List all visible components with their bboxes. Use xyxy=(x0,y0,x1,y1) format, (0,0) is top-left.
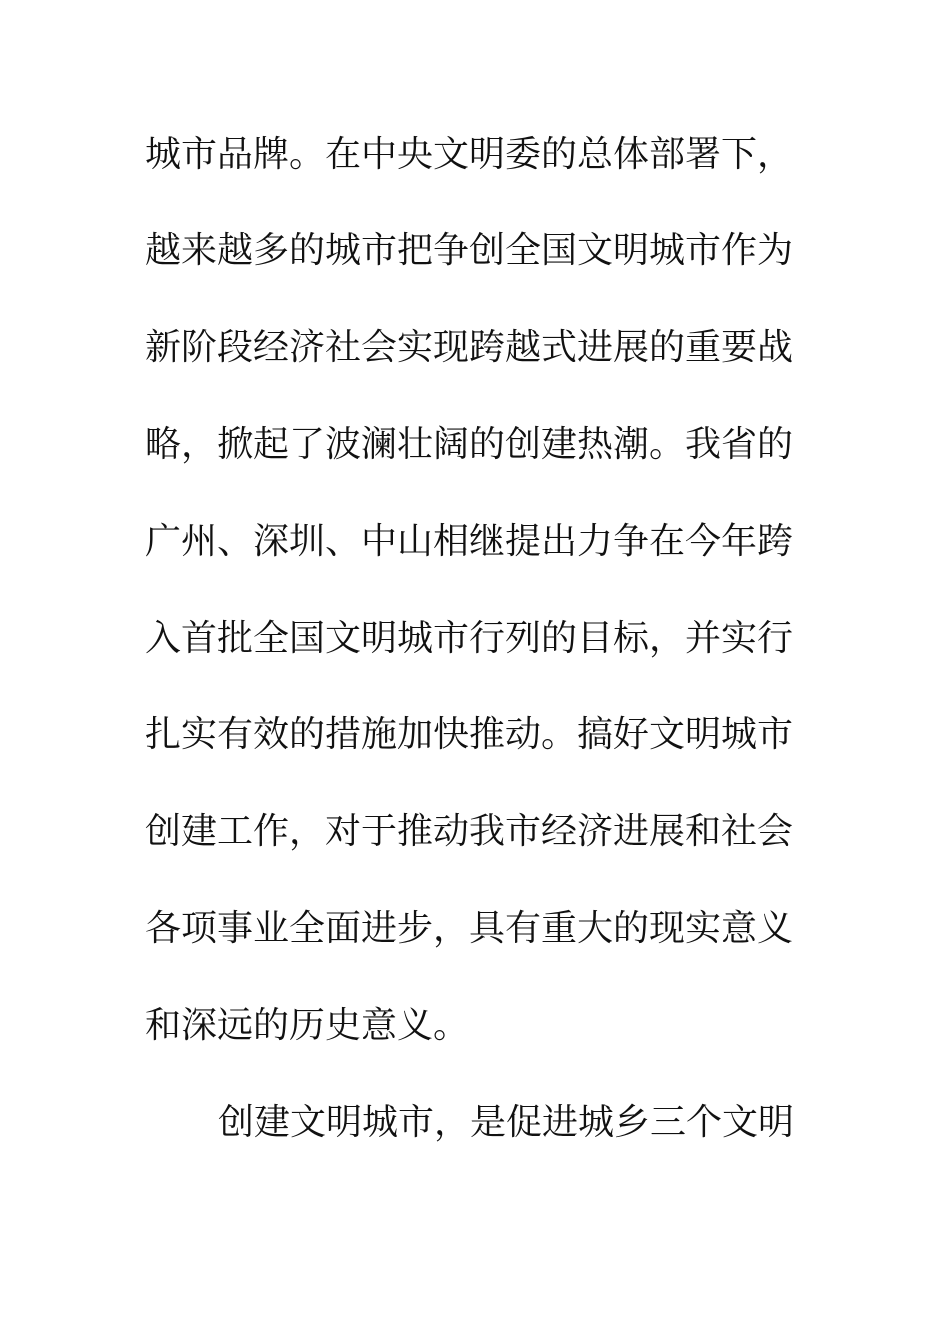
paragraph-line-3: 新阶段经济社会实现跨越式进展的重要战 xyxy=(145,327,794,368)
paragraph-line-6: 入首批全国文明城市行列的目标，并实行 xyxy=(145,618,794,659)
paragraph-line-1: 城市品牌。在中央文明委的总体部署下， xyxy=(145,134,794,175)
paragraph-line-2: 越来越多的城市把争创全国文明城市作为 xyxy=(145,230,794,271)
paragraph-line-9: 各项事业全面进步，具有重大的现实意义 xyxy=(145,908,794,949)
paragraph-line-10: 和深远的历史意义。 xyxy=(145,1005,470,1046)
paragraph-line-4: 略，掀起了波澜壮阔的创建热潮。我省的 xyxy=(145,424,794,465)
paragraph-line-7: 扎实有效的措施加快推动。搞好文明城市 xyxy=(145,714,794,755)
paragraph-line-5: 广州、深圳、中山相继提出力争在今年跨 xyxy=(145,521,794,562)
paragraph-line-8: 创建工作，对于推动我市经济进展和社会 xyxy=(145,811,794,852)
paragraph-2-line-1: 创建文明城市，是促进城乡三个文明 xyxy=(218,1102,795,1143)
